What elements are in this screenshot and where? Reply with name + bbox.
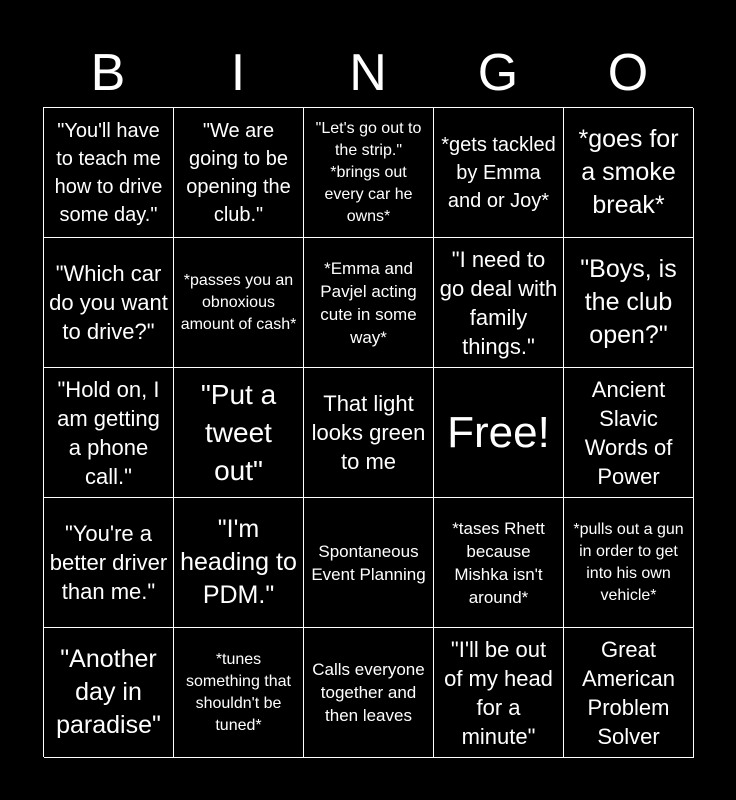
cell-text: *gets tackled by Emma and or Joy*: [441, 133, 556, 212]
bingo-cell-r4-c3[interactable]: [434, 628, 564, 758]
bingo-cell-r0-c1[interactable]: [174, 108, 304, 238]
bingo-cell-r4-c2[interactable]: [304, 628, 434, 758]
bingo-cell-r1-c0[interactable]: [44, 238, 174, 368]
cell-text: "Another day in paradise": [56, 645, 161, 739]
header-letter-g: G: [477, 44, 519, 102]
bingo-cell-r3-c4[interactable]: [564, 498, 694, 628]
cell-text: "Put a tweet out": [200, 378, 277, 486]
cell-text: *passes you an obnoxious amount of cash*: [180, 271, 297, 333]
bingo-grid: [43, 107, 693, 757]
cell-text: *Emma and Pavjel acting cute in some way*: [320, 258, 417, 347]
cell-text: *tunes something that shouldn't be tuned*: [186, 650, 291, 734]
bingo-cell-r0-c3[interactable]: [434, 108, 564, 238]
free-space[interactable]: [434, 368, 564, 498]
bingo-cell-r2-c2[interactable]: [304, 368, 434, 498]
bingo-cell-r1-c1[interactable]: [174, 238, 304, 368]
bingo-cell-r2-c1[interactable]: [174, 368, 304, 498]
bingo-cell-r3-c3[interactable]: [434, 498, 564, 628]
bingo-cell-r3-c1[interactable]: [174, 498, 304, 628]
header-letter-o: O: [607, 44, 649, 102]
cell-text: "Boys, is the club open?": [580, 255, 677, 349]
cell-text: *goes for a smoke break*: [578, 125, 679, 219]
cell-text: Ancient Slavic Words of Power: [584, 376, 673, 489]
cell-text: "You'll have to teach me how to drive some day.": [54, 119, 163, 226]
cell-text: Calls everyone together and then leaves: [312, 660, 425, 725]
bingo-cell-r2-c0[interactable]: [44, 368, 174, 498]
header-letter-i: I: [230, 44, 246, 102]
bingo-cell-r1-c4[interactable]: [564, 238, 694, 368]
cell-text: "Which car do you want to drive?": [49, 261, 168, 344]
cell-text: That light looks green to me: [311, 391, 426, 474]
bingo-cell-r1-c3[interactable]: [434, 238, 564, 368]
bingo-cell-r1-c2[interactable]: [304, 238, 434, 368]
cell-text: *pulls out a gun in order to get into his own vehicle*: [573, 520, 684, 604]
header-letter-n: N: [349, 44, 387, 102]
cell-text: Free!: [447, 407, 550, 457]
cell-text: Great American Problem Solver: [582, 636, 675, 749]
bingo-cell-r4-c0[interactable]: [44, 628, 174, 758]
bingo-cell-r2-c4[interactable]: [564, 368, 694, 498]
cell-text: "I'm heading to PDM.": [180, 515, 297, 609]
bingo-header: [43, 40, 693, 106]
cell-text: "I'll be out of my head for a minute": [444, 636, 553, 749]
cell-text: "Hold on, I am getting a phone call.": [57, 376, 160, 489]
bingo-cell-r3-c2[interactable]: [304, 498, 434, 628]
cell-text: Spontaneous Event Planning: [311, 541, 426, 584]
cell-text: "I need to go deal with family things.": [439, 246, 558, 359]
header-letter-b: B: [90, 44, 126, 102]
bingo-cell-r0-c4[interactable]: [564, 108, 694, 238]
bingo-cell-r0-c2[interactable]: [304, 108, 434, 238]
bingo-cell-r4-c4[interactable]: [564, 628, 694, 758]
bingo-cell-r0-c0[interactable]: [44, 108, 174, 238]
cell-text: "Let's go out to the strip." *brings out every car he owns*: [315, 119, 422, 225]
cell-text: "You're a better driver than me.": [49, 521, 168, 604]
cell-text: *tases Rhett because Mishka isn't around*: [452, 518, 545, 607]
cell-text: "We are going to be opening the club.": [186, 119, 291, 226]
bingo-cell-r3-c0[interactable]: [44, 498, 174, 628]
bingo-cell-r4-c1[interactable]: [174, 628, 304, 758]
